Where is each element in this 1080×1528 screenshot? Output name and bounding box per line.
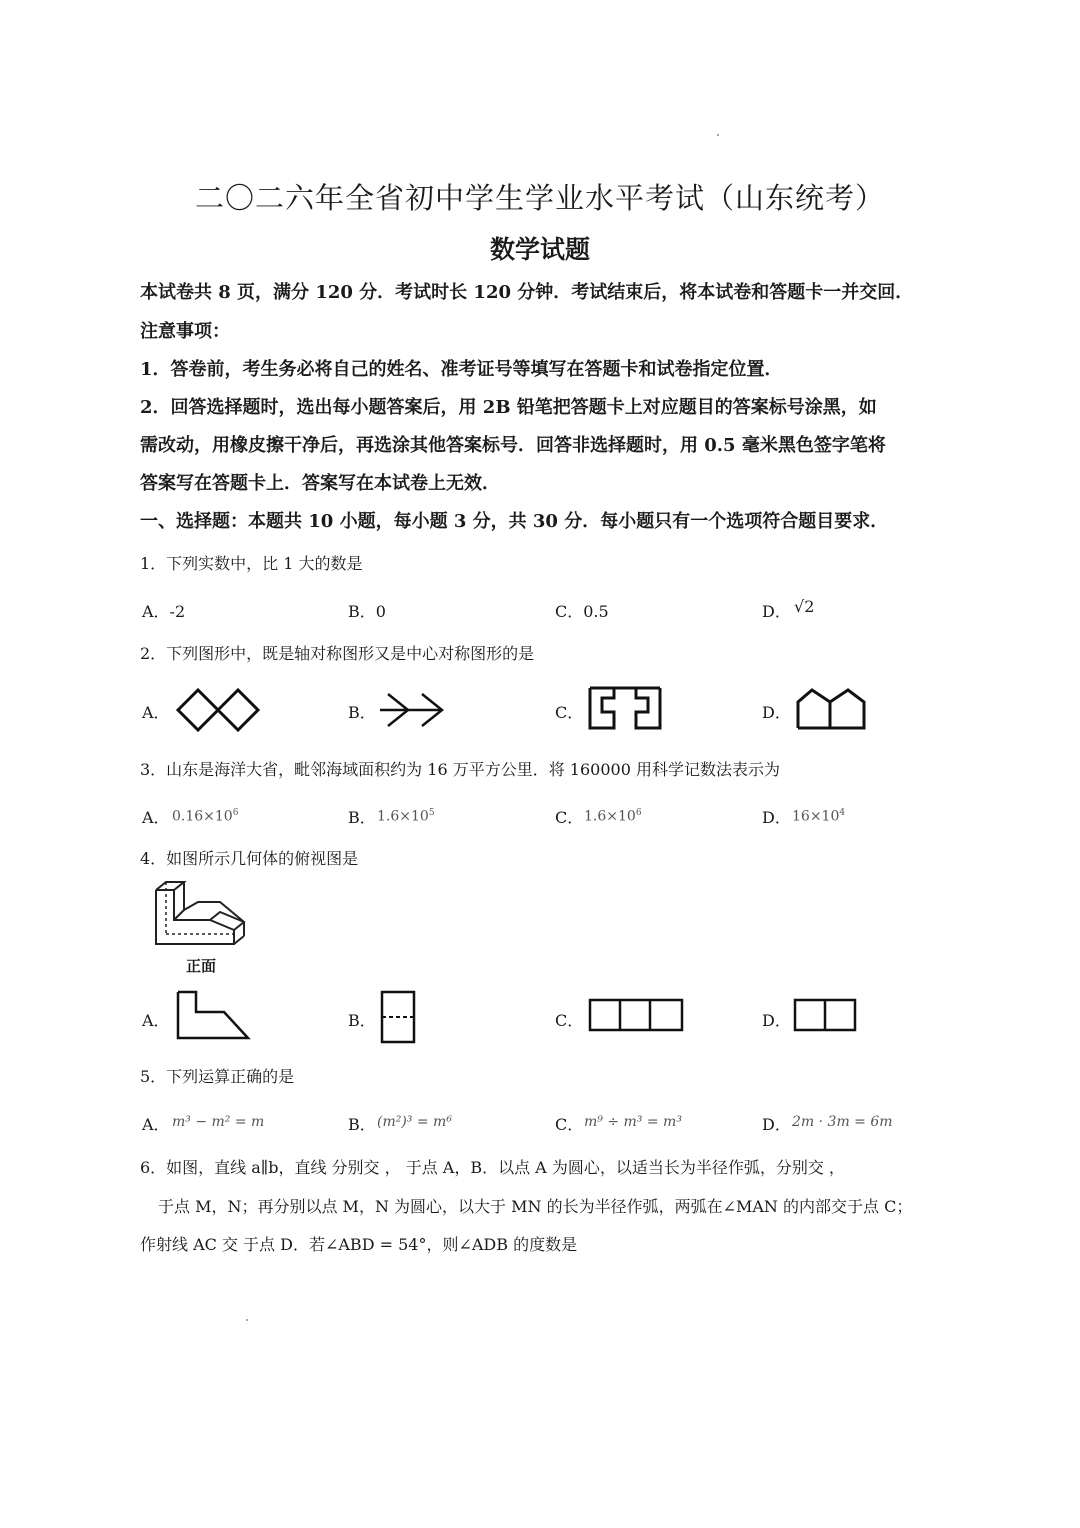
q3-option-a-label: A． [142,808,170,827]
q2-option-b: B． [348,703,376,722]
q3-option-a-value: $0.16\times 10^6$ [172,808,239,825]
q3-option-d-value: $16\times 10^4$ [792,808,846,825]
question-5-stem: 5．下列运算正确的是 [140,1067,295,1086]
q2-option-d: D． [762,703,791,722]
question-4-stem: 4．如图所示几何体的俯视图是 [140,849,359,868]
q1-option-d-value: √2 [794,597,815,616]
q2-figure-d-house [796,688,868,730]
q4-option-d: D． [762,1011,791,1030]
q5-option-b-expr: (m²)³ = m⁶ [377,1114,452,1130]
q4-figure-b [380,990,418,1046]
question-3-stem: 3．山东是海洋大省，毗邻海域面积约为 16 万平方公里．将 160000 用科学记数法表示为 [140,760,780,779]
scan-speck [717,134,719,136]
q5-option-c-expr: m⁹ ÷ m³ = m³ [584,1114,682,1130]
intro-line: 本试卷共 8 页，满分 120 分．考试时长 120 分钟．考试结束后，将本试卷和答题卡一并交回． [140,282,914,303]
q1-option-c: C．0.5 [555,602,609,621]
q3-option-c-label: C． [555,808,584,827]
q5-option-a-label: A． [142,1115,170,1134]
q3-option-d-label: D． [762,808,791,827]
section-heading: 一、选择题：本题共 10 小题，每小题 3 分，共 30 分．每小题只有一个选项符合题目要求． [140,511,889,532]
q5-option-c-label: C． [555,1115,584,1134]
question-6-line-3: 作射线 AC 交 于点 D．若∠ABD = 54°，则∠ADB 的度数是 [140,1235,578,1254]
question-6-line-1: 6．如图，直线 a∥b，直线 分别交 ， 于点 A，B．以点 A 为圆心，以适当长为半径作弧，分别交 ， [140,1158,845,1177]
q4-front-label: 正面 [186,957,217,975]
q1-option-d-label: D． [762,602,791,621]
question-6-line-2: 于点 M，N；再分别以点 M，N 为圆心，以大于 MN 的长为半径作弧，两弧在∠MAN 的内部交于点 C； [158,1197,913,1216]
q4-figure-d [793,998,859,1034]
note-2-line-b: 需改动，用橡皮擦干净后，再选涂其他答案标号．回答非选择题时，用 0.5 毫米黑色签字笔将 [140,435,886,456]
q1-option-a: A．-2 [142,602,186,621]
q3-option-c-value: $1.6\times 10^6$ [584,808,642,825]
q4-solid-figure [150,880,252,950]
q4-option-a: A． [142,1011,170,1030]
notes-heading: 注意事项： [140,321,230,342]
q4-figure-a [176,990,250,1042]
q4-figure-c [588,998,686,1034]
q2-option-c: C． [555,703,584,722]
q2-option-a: A． [142,703,170,722]
q4-option-b: B． [348,1011,376,1030]
q5-option-b-label: B． [348,1115,376,1134]
note-2-line-a: 2．回答选择题时，选出每小题答案后，用 2B 铅笔把答题卡上对应题目的答案标号涂黑，如 [140,397,877,418]
q5-option-d-expr: 2m · 3m = 6m [792,1114,893,1130]
q4-option-c: C． [555,1011,584,1030]
q2-figure-c-shape [588,686,664,730]
question-1-stem: 1．下列实数中，比 1 大的数是 [140,554,363,573]
q1-option-b: B．0 [348,602,386,621]
q3-option-b-label: B． [348,808,376,827]
note-1: 1．答卷前，考生务必将自己的姓名、准考证号等填写在答题卡和试卷指定位置． [140,359,783,380]
q2-figure-a-two-diamonds [176,688,262,732]
exam-title: 二〇二六年全省初中学生学业水平考试（山东统考） [194,181,885,215]
scan-speck [246,1319,248,1321]
exam-subtitle: 数学试题 [489,235,590,264]
q3-option-b-value: $1.6\times 10^5$ [377,808,435,825]
q2-figure-b-double-arrow [378,690,448,730]
q5-option-d-label: D． [762,1115,791,1134]
q5-option-a-expr: m³ − m² = m [172,1114,265,1130]
question-2-stem: 2．下列图形中，既是轴对称图形又是中心对称图形的是 [140,644,535,663]
note-2-line-c: 答案写在答题卡上．答案写在本试卷上无效． [140,473,500,494]
